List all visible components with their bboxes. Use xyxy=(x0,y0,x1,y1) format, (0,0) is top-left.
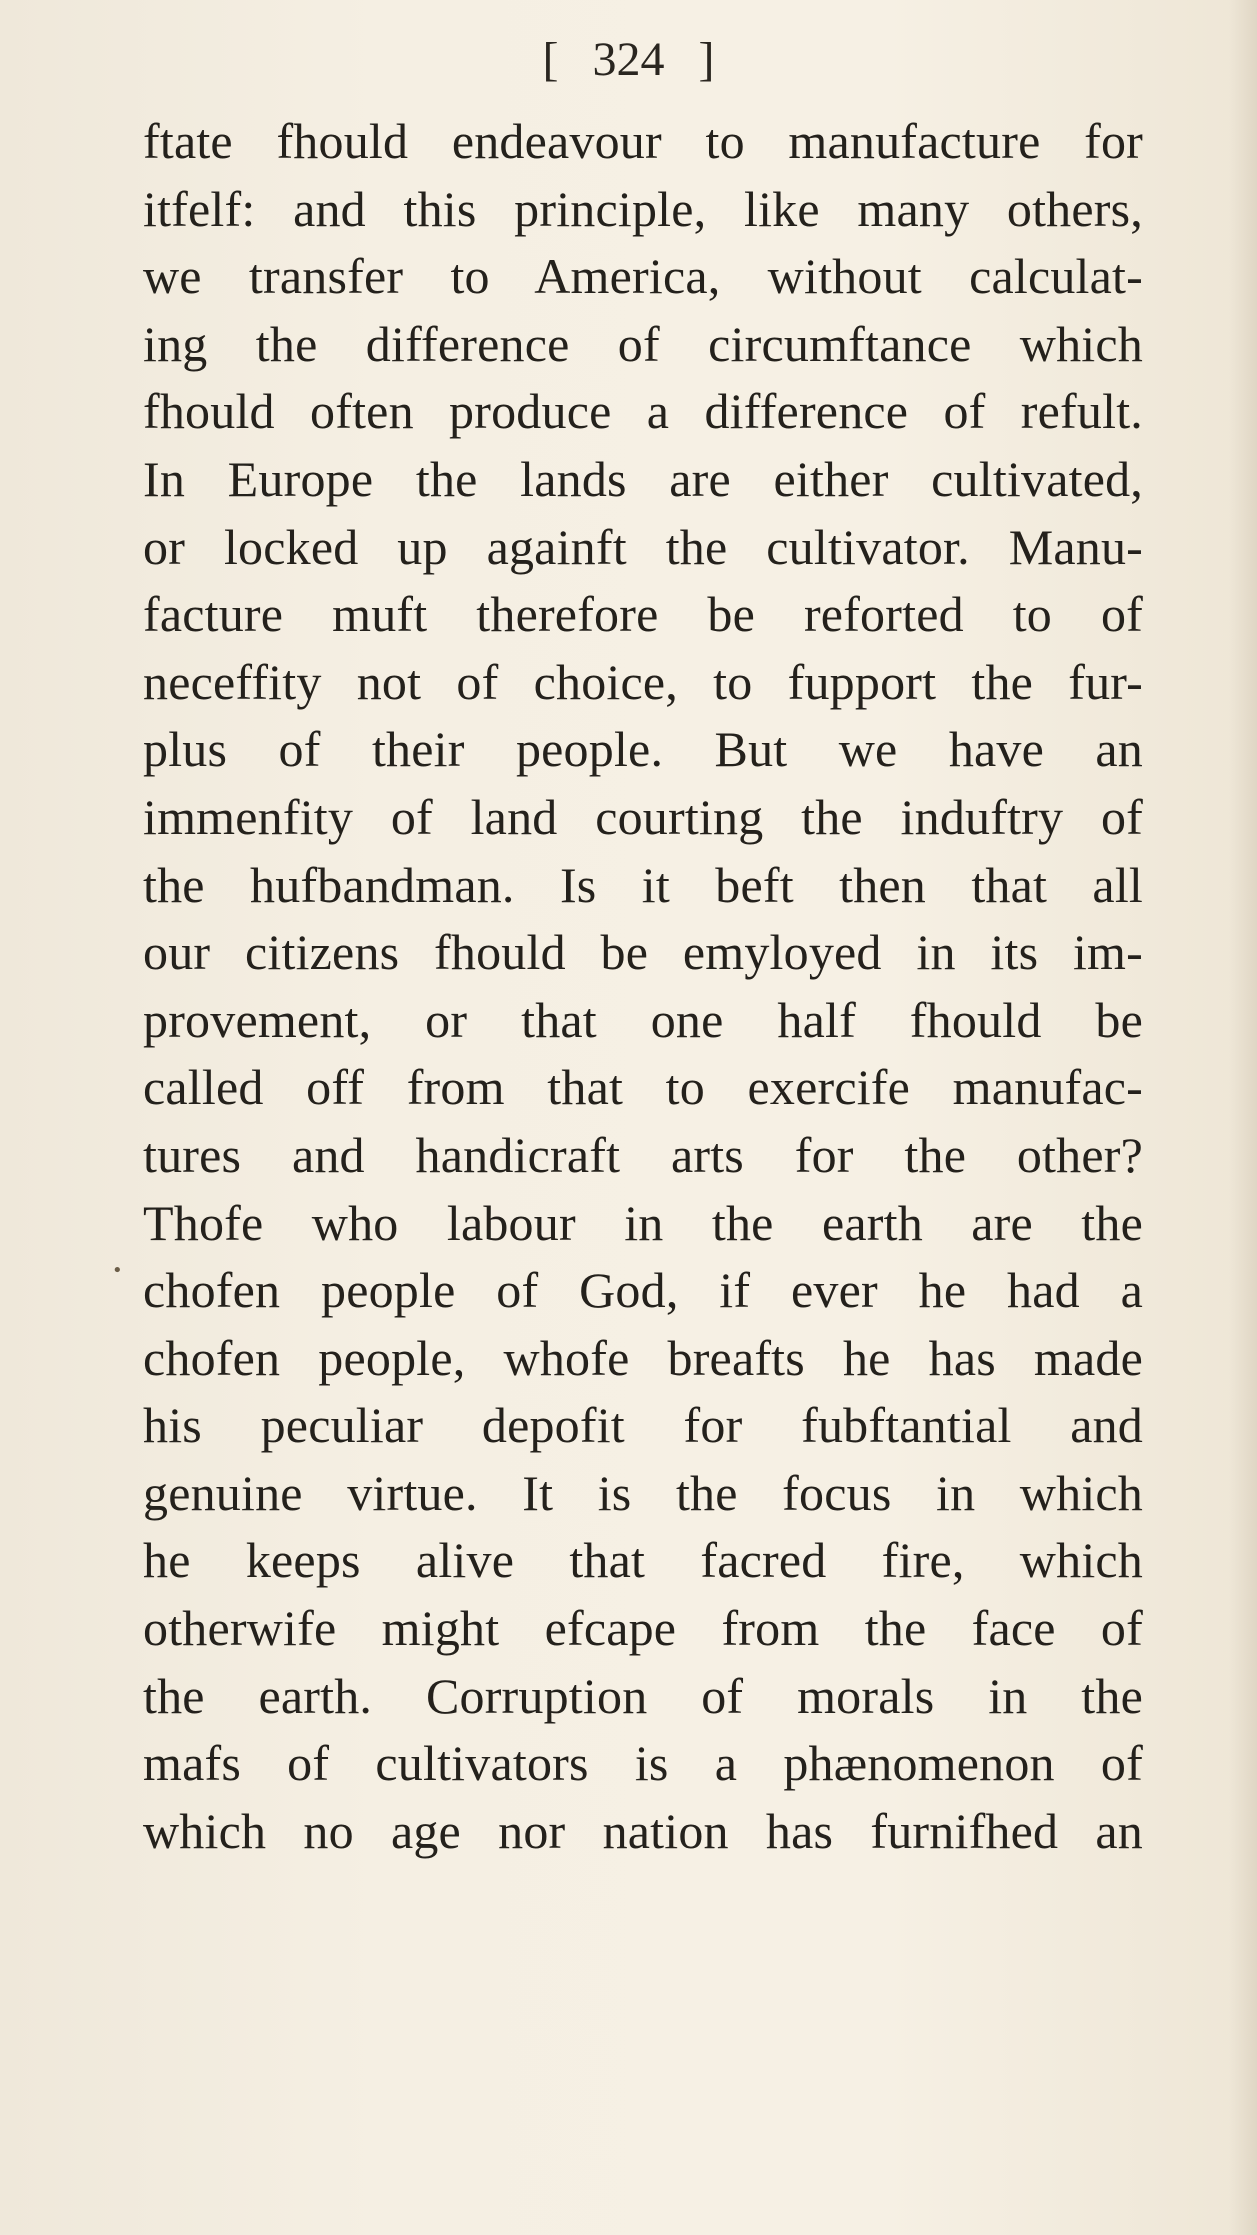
text-line: genuine virtue. It is the focus in which xyxy=(143,1464,1143,1521)
text-line: In Europe the lands are either cultivated, xyxy=(143,450,1143,507)
body-text xyxy=(143,108,1143,1865)
text-line: called off from that to exercife manufac- xyxy=(143,1059,1143,1116)
text-line: otherwife might efcape from the face of xyxy=(143,1600,1143,1657)
header-bracket-close: ] xyxy=(698,33,715,86)
text-line: provement, or that one half fhould be xyxy=(143,991,1143,1048)
page-edge-shadow xyxy=(1229,0,1257,2235)
text-line: he keeps alive that facred fire, which xyxy=(143,1532,1143,1589)
margin-mark: • xyxy=(112,1260,123,1281)
text-line: which no age nor nation has furnifhed an xyxy=(143,1802,1143,1859)
text-line: neceffity not of choice, to fupport the fur- xyxy=(143,653,1143,710)
text-line: chofen people of God, if ever he had a xyxy=(143,1262,1143,1319)
text-line: or locked up againft the cultivator. Manu- xyxy=(143,518,1143,575)
text-line: tures and handicraft arts for the other? xyxy=(143,1126,1143,1183)
text-line: his peculiar depofit for fubftantial and xyxy=(143,1397,1143,1454)
text-line: ing the difference of circumftance which xyxy=(143,315,1143,372)
header-bracket-open: [ xyxy=(542,33,559,86)
text-line: ftate fhould endeavour to manufacture for xyxy=(143,113,1143,169)
page-number: 324 xyxy=(592,33,665,86)
text-line: Thofe who labour in the earth are the xyxy=(143,1194,1143,1251)
text-line: facture muft therefore be reforted to of xyxy=(143,586,1143,643)
text-line: our citizens fhould be emyloyed in its im- xyxy=(143,924,1143,981)
text-line: the earth. Corruption of morals in the xyxy=(143,1667,1143,1724)
page-header xyxy=(0,30,1257,90)
text-line: immenfity of land courting the induftry of xyxy=(143,788,1143,845)
text-line: mafs of cultivators is a phænomenon of xyxy=(143,1735,1143,1792)
text-line: itfelf: and this principle, like many others, xyxy=(143,180,1143,237)
text-line: the hufbandman. Is it beft then that all xyxy=(143,856,1143,913)
text-line: chofen people, whofe breafts he has made xyxy=(143,1329,1143,1386)
text-line: fhould often produce a difference of refult. xyxy=(143,383,1143,440)
text-line: we transfer to America, without calculat- xyxy=(143,248,1143,305)
text-line: plus of their people. But we have an xyxy=(143,721,1143,778)
